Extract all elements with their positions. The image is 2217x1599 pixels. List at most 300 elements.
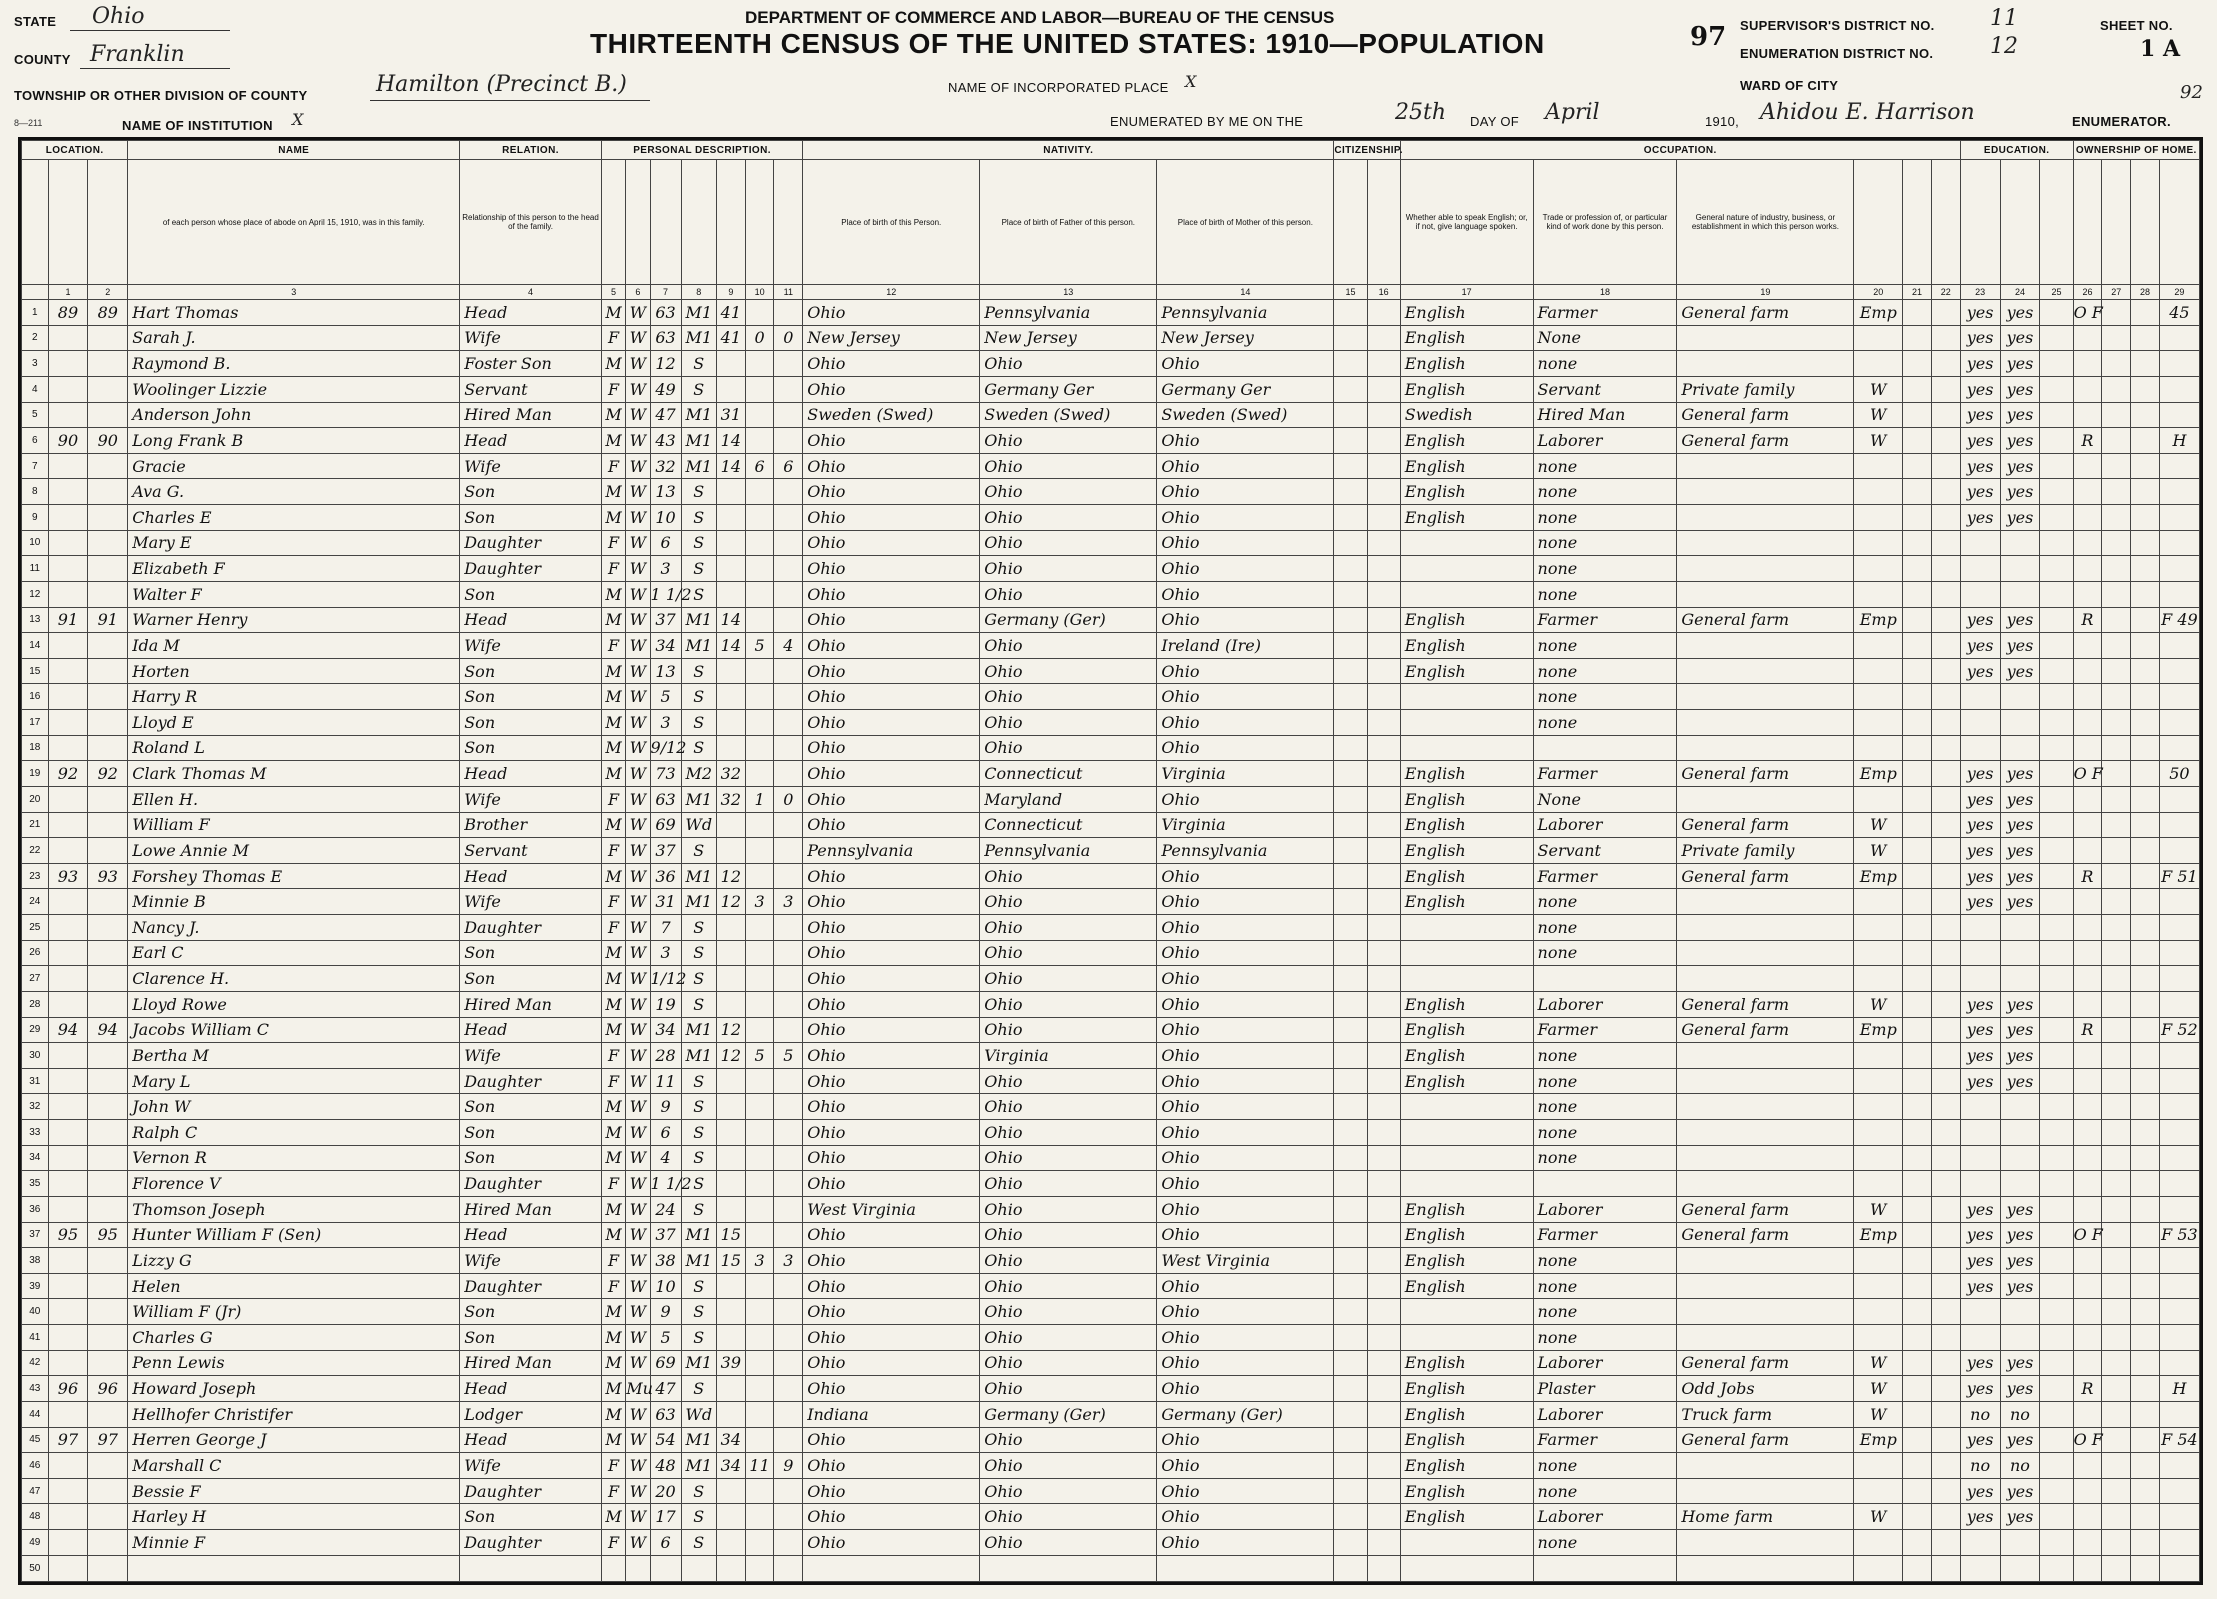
attended-school <box>2040 863 2073 889</box>
farm-or-house <box>2131 1350 2160 1376</box>
table-row <box>22 1453 2200 1479</box>
immigration-year <box>1334 889 1367 915</box>
farm-or-house <box>2131 1555 2160 1581</box>
out-of-work <box>1903 1376 1932 1402</box>
age: 6 <box>650 530 681 556</box>
mortgage <box>2102 633 2131 659</box>
can-read: yes <box>1960 812 2000 838</box>
out-of-work <box>1903 1325 1932 1351</box>
farm-or-house <box>2131 991 2160 1017</box>
owned-rented: O F <box>2073 1222 2102 1248</box>
out-of-work <box>1903 1068 1932 1094</box>
person-name: Mary E <box>128 530 460 556</box>
children-born <box>745 684 774 710</box>
owned-rented <box>2073 1171 2102 1197</box>
marital-status: M1 <box>681 428 716 454</box>
children-living <box>774 607 803 633</box>
race: W <box>626 633 650 659</box>
years-married <box>716 1299 745 1325</box>
group-education: EDUCATION. <box>1960 141 2073 160</box>
weeks-out <box>1931 991 1960 1017</box>
immigration-year <box>1334 735 1367 761</box>
table-row <box>22 505 2200 531</box>
children-born <box>745 1376 774 1402</box>
race: W <box>626 786 650 812</box>
out-of-work <box>1903 1145 1932 1171</box>
children-born <box>745 1325 774 1351</box>
sex: M <box>601 684 625 710</box>
children-living <box>774 351 803 377</box>
children-born: 6 <box>745 453 774 479</box>
family-number <box>88 1504 128 1530</box>
birthplace-father: New Jersey <box>980 325 1157 351</box>
out-of-work <box>1903 1120 1932 1146</box>
can-write: yes <box>2000 300 2040 326</box>
farm-or-house <box>2131 376 2160 402</box>
farm-schedule: H <box>2159 1376 2199 1402</box>
sex: M <box>601 479 625 505</box>
table-row <box>22 812 2200 838</box>
immigration-year <box>1334 812 1367 838</box>
corner-number: 92 <box>2180 82 2203 103</box>
naturalized <box>1367 556 1400 582</box>
marital-status: S <box>681 1120 716 1146</box>
birthplace-person: Ohio <box>803 812 980 838</box>
immigration-year <box>1334 402 1367 428</box>
birthplace-father <box>980 1555 1157 1581</box>
attended-school <box>2040 530 2073 556</box>
employer-status <box>1854 1530 1903 1556</box>
institution-label: NAME OF INSTITUTION <box>122 118 273 133</box>
farm-or-house <box>2131 1478 2160 1504</box>
industry: General farm <box>1677 1017 1854 1043</box>
relation: Wife <box>460 786 602 812</box>
mortgage <box>2102 1017 2131 1043</box>
can-write <box>2000 530 2040 556</box>
children-living <box>774 1350 803 1376</box>
relation: Son <box>460 505 602 531</box>
can-read <box>1960 1120 2000 1146</box>
farm-or-house <box>2131 1504 2160 1530</box>
out-of-work <box>1903 505 1932 531</box>
language <box>1400 710 1533 736</box>
years-married: 12 <box>716 1017 745 1043</box>
marital-status: S <box>681 1068 716 1094</box>
table-row <box>22 710 2200 736</box>
birthplace-father: Ohio <box>980 1376 1157 1402</box>
farm-or-house <box>2131 761 2160 787</box>
person-name: Helen <box>128 1273 460 1299</box>
line-number: 25 <box>22 915 49 941</box>
trade: none <box>1533 1120 1677 1146</box>
line-number: 31 <box>22 1068 49 1094</box>
dwelling-number <box>48 351 88 377</box>
can-read <box>1960 684 2000 710</box>
enumerated-day: 25th <box>1395 100 1447 125</box>
farm-or-house <box>2131 633 2160 659</box>
attended-school <box>2040 1478 2073 1504</box>
farm-schedule <box>2159 1299 2199 1325</box>
farm-schedule <box>2159 351 2199 377</box>
sex: M <box>601 607 625 633</box>
attended-school <box>2040 1120 2073 1146</box>
census-table-wrap <box>18 137 2203 1585</box>
birthplace-person: Ohio <box>803 1530 980 1556</box>
farm-or-house <box>2131 1401 2160 1427</box>
owned-rented <box>2073 351 2102 377</box>
race: W <box>626 1273 650 1299</box>
out-of-work <box>1903 915 1932 941</box>
person-name: Florence V <box>128 1171 460 1197</box>
sex: M <box>601 966 625 992</box>
attended-school <box>2040 1427 2073 1453</box>
sex: F <box>601 325 625 351</box>
race: W <box>626 581 650 607</box>
industry <box>1677 453 1854 479</box>
owned-rented: R <box>2073 863 2102 889</box>
relation: Son <box>460 966 602 992</box>
mortgage <box>2102 1068 2131 1094</box>
birthplace-father: Sweden (Swed) <box>980 402 1157 428</box>
table-row <box>22 1401 2200 1427</box>
line-number: 13 <box>22 607 49 633</box>
industry <box>1677 1248 1854 1274</box>
out-of-work <box>1903 1453 1932 1479</box>
dwelling-number: 94 <box>48 1017 88 1043</box>
marital-status: S <box>681 940 716 966</box>
line-number: 21 <box>22 812 49 838</box>
table-row <box>22 735 2200 761</box>
table-row <box>22 607 2200 633</box>
farm-schedule <box>2159 530 2199 556</box>
can-read: yes <box>1960 838 2000 864</box>
farm-schedule <box>2159 812 2199 838</box>
mortgage <box>2102 684 2131 710</box>
race <box>626 1555 650 1581</box>
dwelling-number <box>48 1120 88 1146</box>
can-write: yes <box>2000 1273 2040 1299</box>
farm-schedule <box>2159 376 2199 402</box>
immigration-year <box>1334 966 1367 992</box>
marital-status <box>681 1555 716 1581</box>
weeks-out <box>1931 1094 1960 1120</box>
children-living <box>774 1094 803 1120</box>
farm-schedule <box>2159 633 2199 659</box>
language <box>1400 940 1533 966</box>
mortgage <box>2102 300 2131 326</box>
naturalized <box>1367 607 1400 633</box>
can-read: yes <box>1960 1068 2000 1094</box>
family-number <box>88 940 128 966</box>
person-name: Ava G. <box>128 479 460 505</box>
dwelling-number <box>48 684 88 710</box>
out-of-work <box>1903 1043 1932 1069</box>
owned-rented <box>2073 889 2102 915</box>
group-citizenship: CITIZENSHIP. <box>1334 141 1400 160</box>
birthplace-father: Virginia <box>980 1043 1157 1069</box>
naturalized <box>1367 428 1400 454</box>
person-name: Minnie F <box>128 1530 460 1556</box>
children-living <box>774 1427 803 1453</box>
can-write <box>2000 684 2040 710</box>
children-living <box>774 1530 803 1556</box>
attended-school <box>2040 735 2073 761</box>
col-children-born <box>745 160 774 285</box>
col-number: 6 <box>626 285 650 300</box>
col-number: 23 <box>1960 285 2000 300</box>
trade: Farmer <box>1533 1427 1677 1453</box>
marital-status: S <box>681 838 716 864</box>
years-married <box>716 684 745 710</box>
can-write: yes <box>2000 1222 2040 1248</box>
can-write: yes <box>2000 479 2040 505</box>
industry: General farm <box>1677 300 1854 326</box>
can-read <box>1960 581 2000 607</box>
person-name: Elizabeth F <box>128 556 460 582</box>
relation: Daughter <box>460 1530 602 1556</box>
attended-school <box>2040 658 2073 684</box>
children-born: 0 <box>745 325 774 351</box>
person-name: Walter F <box>128 581 460 607</box>
attended-school <box>2040 402 2073 428</box>
can-write: yes <box>2000 1376 2040 1402</box>
relation: Daughter <box>460 1068 602 1094</box>
birthplace-father: Ohio <box>980 1427 1157 1453</box>
relation: Foster Son <box>460 351 602 377</box>
table-row <box>22 761 2200 787</box>
relation: Head <box>460 1017 602 1043</box>
line-number: 26 <box>22 940 49 966</box>
farm-or-house <box>2131 786 2160 812</box>
table-row <box>22 1350 2200 1376</box>
sex: M <box>601 1094 625 1120</box>
birthplace-mother: Ohio <box>1157 453 1334 479</box>
farm-or-house <box>2131 735 2160 761</box>
naturalized <box>1367 1530 1400 1556</box>
birthplace-mother: Sweden (Swed) <box>1157 402 1334 428</box>
census-header <box>0 0 2217 135</box>
birthplace-father: Ohio <box>980 915 1157 941</box>
farm-schedule <box>2159 1325 2199 1351</box>
attended-school <box>2040 1145 2073 1171</box>
weeks-out <box>1931 940 1960 966</box>
can-write <box>2000 1145 2040 1171</box>
years-married: 34 <box>716 1453 745 1479</box>
table-row <box>22 1478 2200 1504</box>
out-of-work <box>1903 710 1932 736</box>
age: 5 <box>650 684 681 710</box>
can-read <box>1960 1145 2000 1171</box>
out-of-work <box>1903 325 1932 351</box>
birthplace-mother: Ohio <box>1157 1350 1334 1376</box>
age: 6 <box>650 1530 681 1556</box>
table-row <box>22 786 2200 812</box>
birthplace-person: Ohio <box>803 1068 980 1094</box>
farm-or-house <box>2131 607 2160 633</box>
farm-schedule <box>2159 1555 2199 1581</box>
col-blank <box>22 160 49 285</box>
county-value: Franklin <box>90 42 185 67</box>
col-naturalized <box>1367 160 1400 285</box>
trade: Farmer <box>1533 761 1677 787</box>
naturalized <box>1367 1453 1400 1479</box>
weeks-out <box>1931 710 1960 736</box>
sex: F <box>601 1068 625 1094</box>
dwelling-number <box>48 479 88 505</box>
can-read: yes <box>1960 453 2000 479</box>
trade: none <box>1533 530 1677 556</box>
employer-status <box>1854 1325 1903 1351</box>
out-of-work <box>1903 479 1932 505</box>
immigration-year <box>1334 1478 1367 1504</box>
birthplace-mother: Ohio <box>1157 428 1334 454</box>
col-number: 25 <box>2040 285 2073 300</box>
supervisor-value: 11 <box>1990 6 2018 31</box>
mortgage <box>2102 812 2131 838</box>
owned-rented <box>2073 1453 2102 1479</box>
birthplace-mother: Pennsylvania <box>1157 838 1334 864</box>
out-of-work <box>1903 761 1932 787</box>
sex: F <box>601 1171 625 1197</box>
line-number: 48 <box>22 1504 49 1530</box>
sex: M <box>601 991 625 1017</box>
weeks-out <box>1931 1325 1960 1351</box>
immigration-year <box>1334 428 1367 454</box>
dwelling-number <box>48 1043 88 1069</box>
out-of-work <box>1903 812 1932 838</box>
children-living <box>774 658 803 684</box>
table-row <box>22 1530 2200 1556</box>
trade: none <box>1533 1068 1677 1094</box>
weeks-out <box>1931 581 1960 607</box>
industry <box>1677 1478 1854 1504</box>
years-married <box>716 479 745 505</box>
birthplace-person: Ohio <box>803 1145 980 1171</box>
relation: Head <box>460 1427 602 1453</box>
mortgage <box>2102 325 2131 351</box>
age: 17 <box>650 1504 681 1530</box>
marital-status: S <box>681 1196 716 1222</box>
relation <box>460 1555 602 1581</box>
naturalized <box>1367 376 1400 402</box>
sex: M <box>601 300 625 326</box>
race: W <box>626 1427 650 1453</box>
language: English <box>1400 658 1533 684</box>
person-name: Thomson Joseph <box>128 1196 460 1222</box>
children-born <box>745 812 774 838</box>
industry <box>1677 1120 1854 1146</box>
form-code: 8—211 <box>14 118 43 128</box>
birthplace-mother: New Jersey <box>1157 325 1334 351</box>
industry <box>1677 966 1854 992</box>
attended-school <box>2040 1401 2073 1427</box>
farm-schedule <box>2159 1043 2199 1069</box>
family-number <box>88 889 128 915</box>
attended-school <box>2040 376 2073 402</box>
family-number <box>88 1068 128 1094</box>
farm-schedule <box>2159 1171 2199 1197</box>
immigration-year <box>1334 1325 1367 1351</box>
out-of-work <box>1903 1401 1932 1427</box>
race: W <box>626 453 650 479</box>
birthplace-person: Ohio <box>803 658 980 684</box>
weeks-out <box>1931 1401 1960 1427</box>
birthplace-father: Ohio <box>980 556 1157 582</box>
state-line <box>70 30 230 31</box>
birthplace-person: Ohio <box>803 1248 980 1274</box>
family-number <box>88 453 128 479</box>
family-number <box>88 530 128 556</box>
trade: none <box>1533 1248 1677 1274</box>
township-value: Hamilton (Precinct B.) <box>376 72 627 97</box>
place-label: NAME OF INCORPORATED PLACE <box>948 80 1169 95</box>
language <box>1400 1555 1533 1581</box>
line-number: 28 <box>22 991 49 1017</box>
can-read: yes <box>1960 505 2000 531</box>
birthplace-mother: Ohio <box>1157 351 1334 377</box>
children-living: 3 <box>774 1248 803 1274</box>
children-living <box>774 1555 803 1581</box>
table-row <box>22 1017 2200 1043</box>
birthplace-mother: Ohio <box>1157 530 1334 556</box>
trade: Laborer <box>1533 428 1677 454</box>
mortgage <box>2102 915 2131 941</box>
children-living <box>774 735 803 761</box>
years-married: 15 <box>716 1248 745 1274</box>
can-read: yes <box>1960 1350 2000 1376</box>
industry: General farm <box>1677 1427 1854 1453</box>
farm-schedule <box>2159 991 2199 1017</box>
farm-schedule <box>2159 915 2199 941</box>
birthplace-mother: Ohio <box>1157 863 1334 889</box>
sex: M <box>601 940 625 966</box>
children-born <box>745 300 774 326</box>
naturalized <box>1367 735 1400 761</box>
dwelling-number: 95 <box>48 1222 88 1248</box>
dwelling-number <box>48 530 88 556</box>
birthplace-father: Ohio <box>980 1325 1157 1351</box>
trade: none <box>1533 658 1677 684</box>
race: W <box>626 607 650 633</box>
weeks-out <box>1931 786 1960 812</box>
language: English <box>1400 1196 1533 1222</box>
farm-or-house <box>2131 1068 2160 1094</box>
language: English <box>1400 479 1533 505</box>
birthplace-father: Ohio <box>980 1273 1157 1299</box>
owned-rented <box>2073 1350 2102 1376</box>
marital-status: S <box>681 1094 716 1120</box>
race: W <box>626 1120 650 1146</box>
line-number: 15 <box>22 658 49 684</box>
years-married: 14 <box>716 633 745 659</box>
attended-school <box>2040 1530 2073 1556</box>
line-number: 16 <box>22 684 49 710</box>
owned-rented <box>2073 1478 2102 1504</box>
language: English <box>1400 505 1533 531</box>
owned-rented <box>2073 658 2102 684</box>
birthplace-mother: Ohio <box>1157 1453 1334 1479</box>
birthplace-father: Ohio <box>980 428 1157 454</box>
years-married <box>716 1555 745 1581</box>
naturalized <box>1367 1427 1400 1453</box>
table-row <box>22 915 2200 941</box>
relation: Son <box>460 479 602 505</box>
employer-status: W <box>1854 1350 1903 1376</box>
trade: Hired Man <box>1533 402 1677 428</box>
industry <box>1677 1555 1854 1581</box>
children-born: 3 <box>745 889 774 915</box>
census-rows <box>22 300 2200 1582</box>
